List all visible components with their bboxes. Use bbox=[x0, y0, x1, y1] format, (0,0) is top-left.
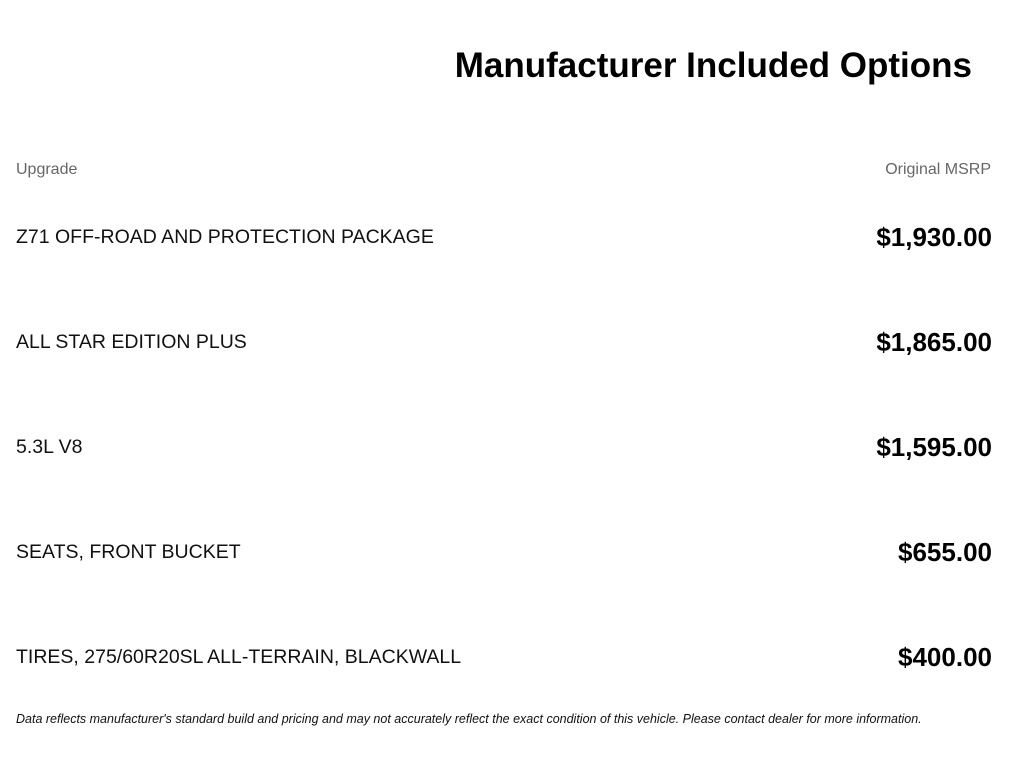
page-title: Manufacturer Included Options bbox=[454, 46, 972, 85]
table-header bbox=[16, 160, 991, 180]
option-price: $1,595.00 bbox=[876, 432, 992, 462]
option-price: $1,865.00 bbox=[876, 327, 992, 357]
option-name: SEATS, FRONT BUCKET bbox=[16, 541, 241, 563]
option-price: $1,930.00 bbox=[876, 222, 992, 252]
option-name: ALL STAR EDITION PLUS bbox=[16, 331, 247, 353]
option-price: $655.00 bbox=[898, 537, 992, 567]
options-list bbox=[16, 185, 992, 710]
option-row bbox=[16, 290, 992, 395]
option-price: $400.00 bbox=[898, 642, 992, 672]
disclaimer-text: Data reflects manufacturer's standard build and pricing and may not accurately reflect the exact condition of this vehicle. Please contact dealer for more information. bbox=[16, 712, 922, 726]
option-row bbox=[16, 185, 992, 290]
option-row bbox=[16, 395, 992, 500]
option-name: Z71 OFF-ROAD AND PROTECTION PACKAGE bbox=[16, 226, 434, 248]
column-header-msrp: Original MSRP bbox=[885, 161, 991, 178]
option-name: 5.3L V8 bbox=[16, 436, 83, 458]
option-row bbox=[16, 500, 992, 605]
option-name: TIRES, 275/60R20SL ALL-TERRAIN, BLACKWALL bbox=[16, 646, 462, 668]
column-header-upgrade: Upgrade bbox=[16, 161, 78, 178]
option-row bbox=[16, 605, 992, 710]
